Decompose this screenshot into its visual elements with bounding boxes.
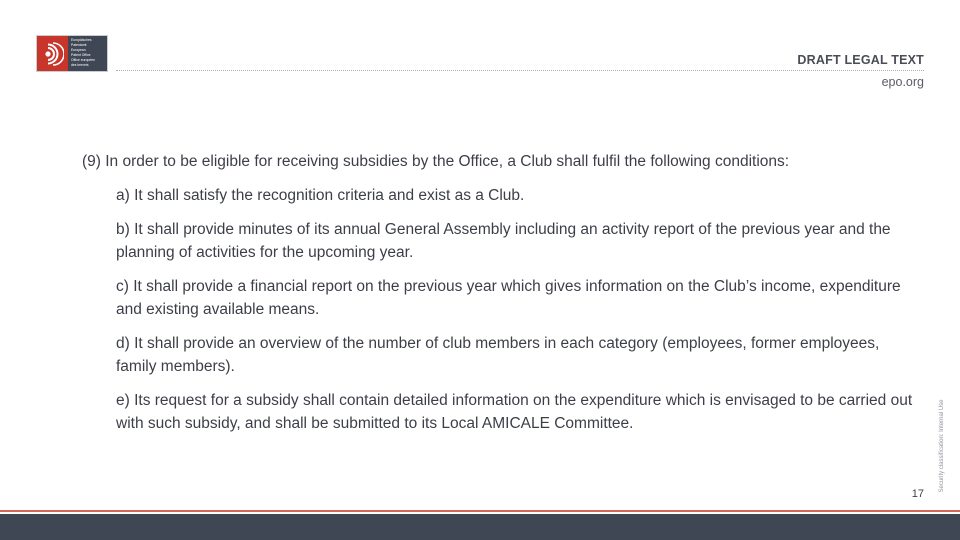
condition-item-c: c) It shall provide a financial report on the previous year which gives information on the Club’s income, expenditure and existing available means. bbox=[116, 278, 901, 318]
condition-item-e: e) Its request for a subsidy shall contain detailed information on the expenditure which is envisaged to be carried out with such subsidy, and shall be submitted to its Local AMICALE Committee. bbox=[116, 392, 913, 432]
security-classification: Security classification: Internal Use bbox=[939, 399, 945, 493]
slide-body bbox=[82, 150, 922, 446]
logo-line: Patent Office bbox=[71, 53, 91, 57]
document-status-label: DRAFT LEGAL TEXT bbox=[797, 53, 924, 67]
epo-logo bbox=[36, 35, 108, 72]
intro-paragraph: (9) In order to be eligible for receiving subsidies by the Office, a Club shall fulfil the following conditions: bbox=[82, 153, 790, 170]
epo-emblem-icon bbox=[37, 36, 68, 71]
website-link[interactable]: epo.org bbox=[881, 75, 924, 89]
logo-line: European bbox=[71, 48, 86, 52]
logo-line: des brevets bbox=[71, 63, 89, 67]
condition-item-b: b) It shall provide minutes of its annual General Assembly including an activity report of the previous year and the planning of activities for the upcoming year. bbox=[116, 221, 891, 261]
footer-accent-line bbox=[0, 510, 960, 512]
header-divider bbox=[116, 70, 924, 71]
condition-item-d: d) It shall provide an overview of the number of club members in each category (employees, former employees, family members). bbox=[116, 335, 880, 375]
page-number: 17 bbox=[911, 488, 924, 500]
footer-bar bbox=[0, 514, 960, 540]
condition-item-a: a) It shall satisfy the recognition criteria and exist as a Club. bbox=[116, 187, 525, 204]
logo-line: Europäisches bbox=[71, 38, 92, 42]
logo-line: Office européen bbox=[71, 58, 96, 62]
epo-logo-text bbox=[68, 36, 107, 71]
logo-line: Patentamt bbox=[71, 43, 87, 47]
